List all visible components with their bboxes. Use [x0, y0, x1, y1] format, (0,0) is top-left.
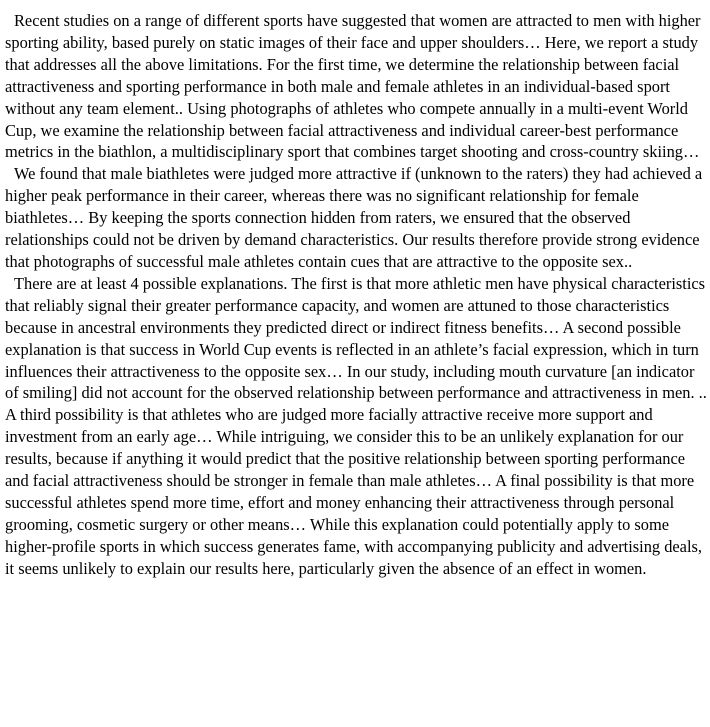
paragraph-intro: Recent studies on a range of different sports have suggested that women are attracted to men with higher sporting ability, based purely on static images of their face and upper shoulders… Here, we report a study that addresses all the above limitations. For the first time, we determine the relationship between facial attractiveness and sporting performance in both male and female athletes in an individual-based sport without any team element.. Using photographs of athletes who compete annually in a multi-event World Cup, we examine the relationship between facial attractiveness and individual career-best performance metrics in the biathlon, a multidisciplinary sport that combines target shooting and cross-country skiing…: [5, 11, 701, 162]
document-body: [5, 10, 707, 580]
paragraph-explanations: There are at least 4 possible explanations. The first is that more athletic men have physical characteristics that reliably signal their greater performance capacity, and women are attuned to those characteristics because in ancestral environments they predicted direct or indirect fitness benefits… A second possible explanation is that success in World Cup events is reflected in an athlete’s facial expression, which in turn influences their attractiveness to the opposite sex… In our study, including mouth curvature [an indicator of smiling] did not account for the observed relationship between performance and attractiveness in men. .. A third possibility is that athletes who are judged more facially attractive receive more support and investment from an early age… While intriguing, we consider this to be an unlikely explanation for our results, because if anything it would predict that the positive relationship between sporting performance and facial attractiveness should be stronger in female than male athletes… A final possibility is that more successful athletes spend more time, effort and money enhancing their attractiveness through personal grooming, cosmetic surgery or other means… While this explanation could potentially apply to some higher-profile sports in which success generates fame, with accompanying publicity and advertising deals, it seems unlikely to explain our results here, particularly given the absence of an effect in women.: [5, 273, 707, 578]
paragraph-findings: We found that male biathletes were judged more attractive if (unknown to the raters) they had achieved a higher peak performance in their career, whereas there was no significant relationship for female biathletes… By keeping the sports connection hidden from raters, we ensured that the observed relationships could not be driven by demand characteristics. Our results therefore provide strong evidence that photographs of successful male athletes contain cues that are attractive to the opposite sex..: [5, 164, 703, 271]
